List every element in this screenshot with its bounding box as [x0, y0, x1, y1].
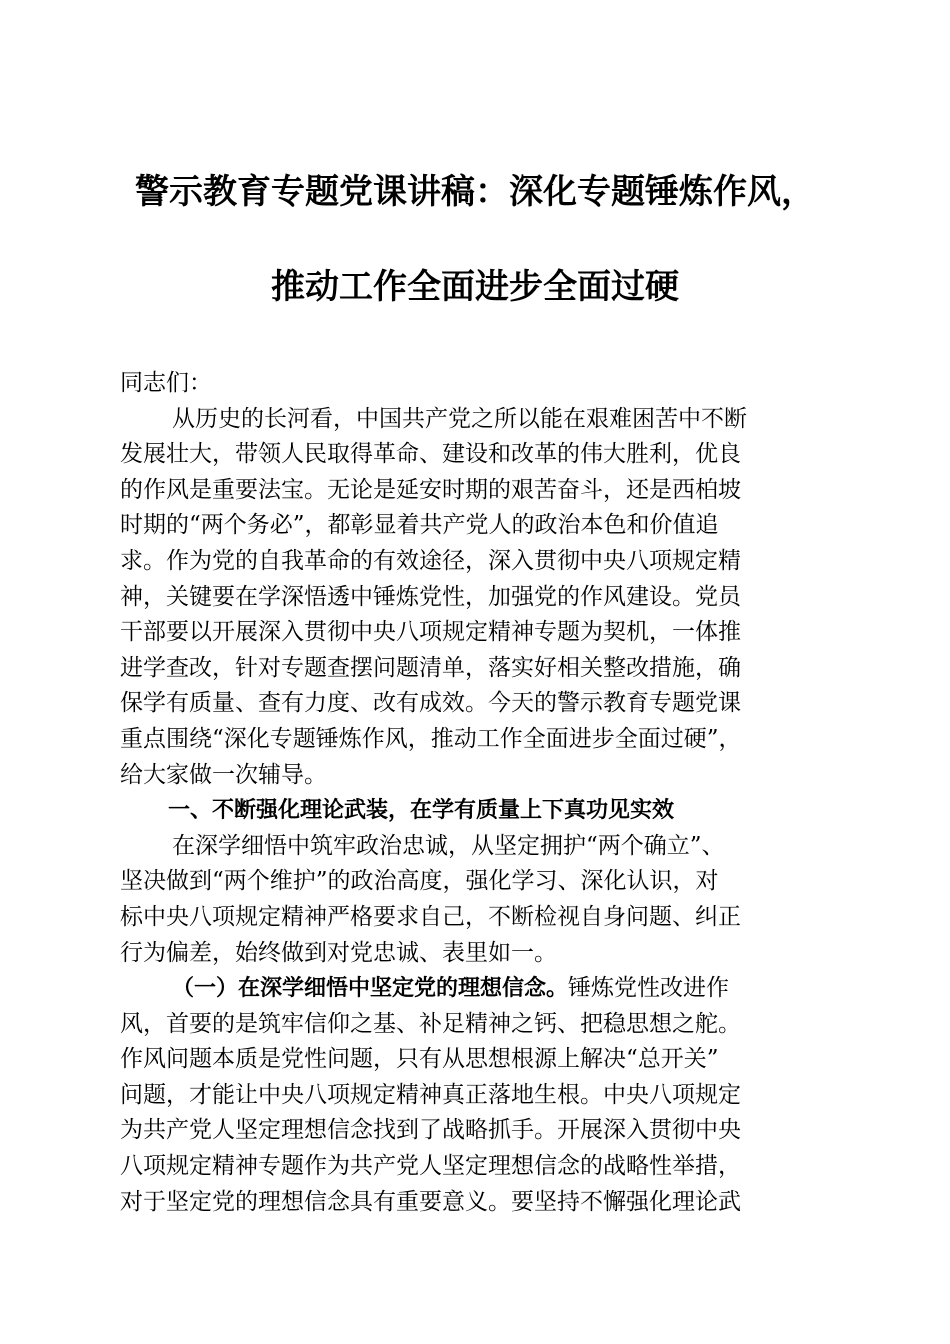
subsection-text: 锤炼党性改进作 — [568, 975, 730, 1002]
paragraph-line: 问题，才能让中央八项规定精神真正落地生根。中央八项规定 — [120, 1081, 741, 1108]
paragraph-line: 行为偏差，始终做到对党忠诚、表里如一。 — [120, 939, 557, 966]
paragraph-line: 干部要以开展深入贯彻中央八项规定精神专题为契机，一体推 — [120, 619, 741, 646]
paragraph-line: 重点围绕“深化专题锤炼作风，推动工作全面进步全面过硬”， — [120, 725, 742, 752]
paragraph-line: 为共产党人坚定理想信念找到了战略抓手。开展深入贯彻中央 — [120, 1117, 741, 1144]
paragraph-line: 保学有质量、查有力度、改有成效。今天的警示教育专题党课 — [120, 690, 741, 717]
paragraph-line: 进学查改，针对专题查摆问题清单，落实好相关整改措施，确 — [120, 654, 741, 681]
paragraph-line: 八项规定精神专题作为共产党人坚定理想信念的战略性举措， — [120, 1153, 741, 1180]
section-heading-1: 一、不断强化理论武装，在学有质量上下真功见实效 — [168, 798, 675, 824]
document-title-line-2: 推动工作全面进步全面过硬 — [271, 267, 679, 307]
document-title-line-1: 警示教育专题党课讲稿：深化专题锤炼作风， — [135, 172, 815, 212]
salutation: 同志们： — [120, 370, 212, 396]
paragraph-line: 标中央八项规定精神严格要求自己，不断检视自身问题、纠正 — [120, 903, 741, 930]
paragraph-line: 神，关键要在学深悟透中锤炼党性，加强党的作风建设。党员 — [120, 583, 741, 610]
paragraph-line: 风，首要的是筑牢信仰之基、补足精神之钙、把稳思想之舵。 — [120, 1010, 741, 1037]
paragraph-line: 坚决做到“两个维护”的政治高度，强化学习、深化认识，对 — [120, 868, 719, 895]
paragraph-line: 从历史的长河看，中国共产党之所以能在艰难困苦中不断 — [172, 405, 747, 432]
subsection-line — [120, 971, 832, 1007]
paragraph-line: 的作风是重要法宝。无论是延安时期的艰苦奋斗，还是西柏坡 — [120, 476, 741, 503]
paragraph-line: 给大家做一次辅导。 — [120, 761, 327, 788]
paragraph-line: 求。作为党的自我革命的有效途径，深入贯彻中央八项规定精 — [120, 547, 741, 574]
paragraph-line: 作风问题本质是党性问题，只有从思想根源上解决“总开关” — [120, 1046, 719, 1073]
paragraph-line: 时期的“两个务必”，都彰显着共产党人的政治本色和价值追 — [120, 512, 719, 539]
paragraph-line: 对于坚定党的理想信念具有重要意义。要坚持不懈强化理论武 — [120, 1188, 741, 1215]
paragraph-line: 发展壮大，带领人民取得革命、建设和改革的伟大胜利，优良 — [120, 441, 741, 468]
subsection-heading-1: （一）在深学细悟中坚定党的理想信念。 — [172, 976, 569, 1002]
paragraph-line: 在深学细悟中筑牢政治忠诚，从坚定拥护“两个确立”、 — [172, 832, 725, 859]
document-body — [120, 366, 832, 1220]
